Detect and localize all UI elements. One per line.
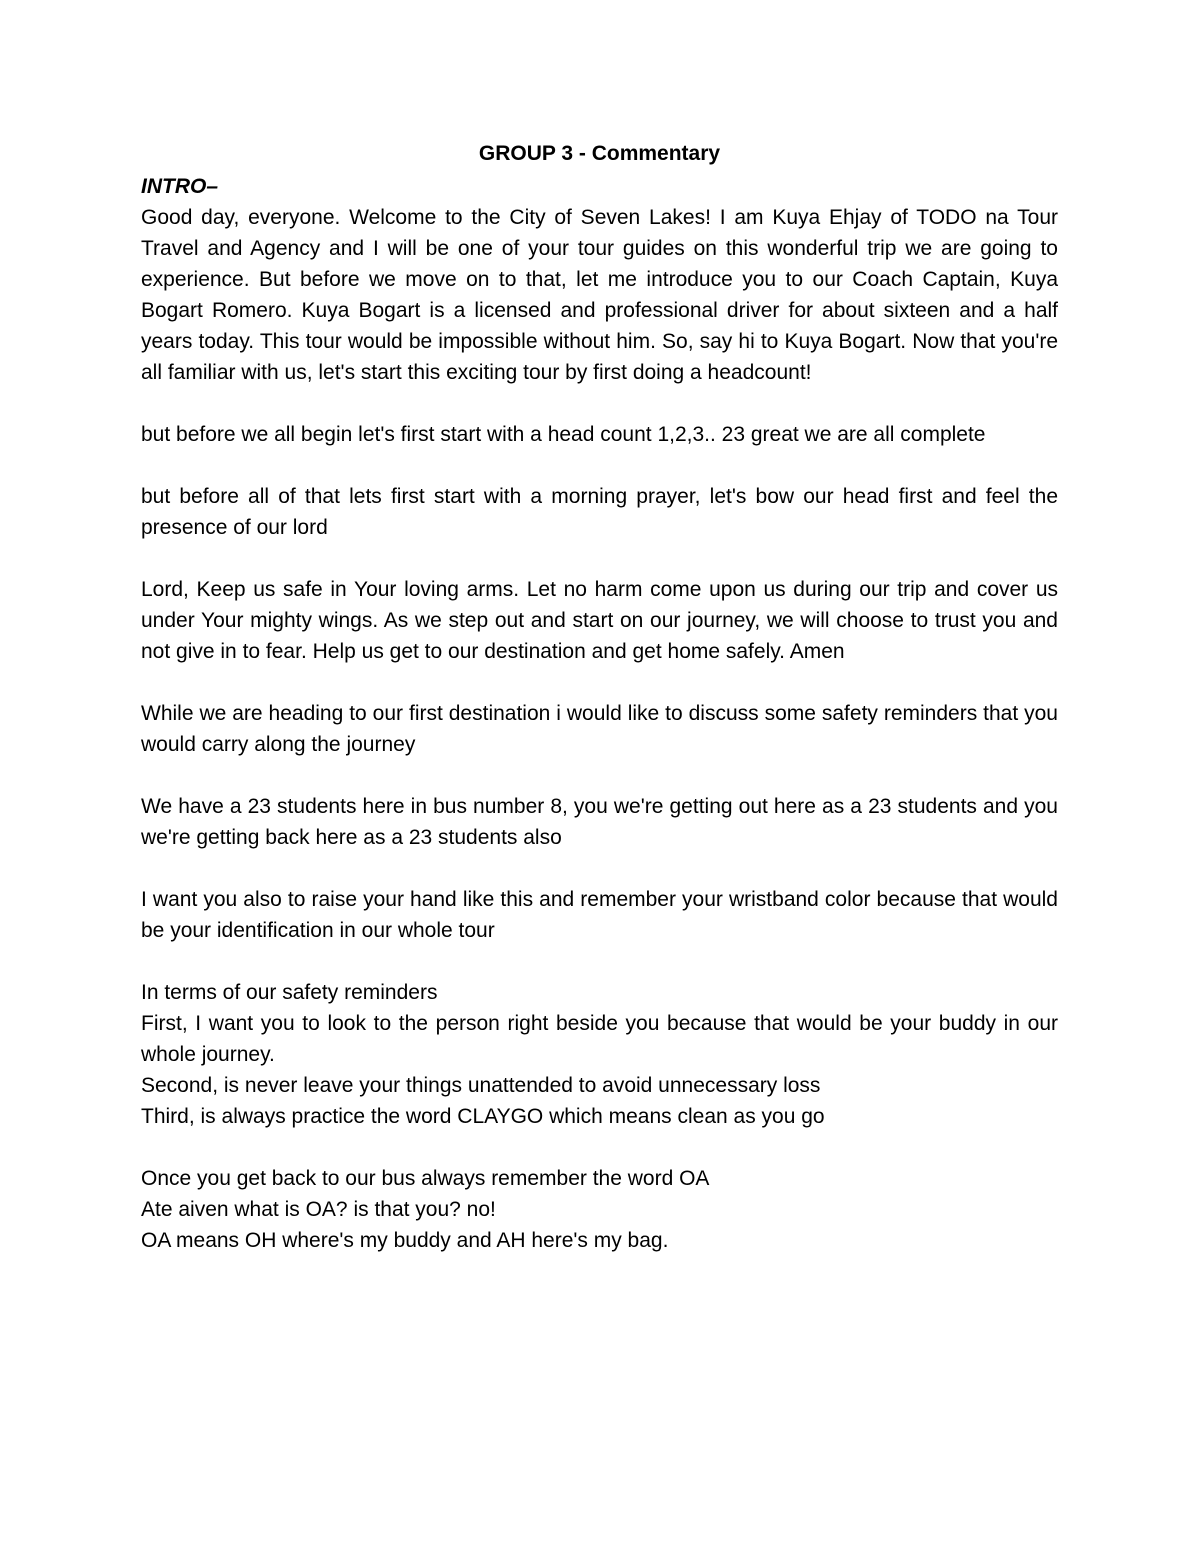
paragraph-prayer: Lord, Keep us safe in Your loving arms. Let no harm come upon us during our trip and cover us under Your mighty wings. As we step out and start on our journey, we will choose to trust you and not give in to fear. Help us get to our destination and get home safely. Amen [141, 578, 1058, 663]
oa-block [141, 1163, 1058, 1256]
paragraph-students: We have a 23 students here in bus number 8, you we're getting out here as a 23 students and you we're getting back here as a 23 students also [141, 795, 1058, 849]
oa-line: Ate aiven what is OA? is that you? no! [141, 1198, 496, 1221]
safety-item: Third, is always practice the word CLAYGO which means clean as you go [141, 1105, 825, 1128]
safety-reminders-block [141, 977, 1058, 1132]
paragraph-safety-intro: While we are heading to our first destination i would like to discuss some safety reminders that you would carry along the journey [141, 702, 1058, 756]
paragraph-wristband: I want you also to raise your hand like this and remember your wristband color because that would be your identification in our whole tour [141, 888, 1058, 942]
intro-heading: INTRO– [141, 175, 219, 198]
document-title: GROUP 3 - Commentary [478, 142, 721, 165]
safety-reminders-heading: In terms of our safety reminders [141, 981, 438, 1004]
safety-item: Second, is never leave your things unattended to avoid unnecessary loss [141, 1074, 821, 1097]
paragraph-headcount: but before we all begin let's first start with a head count 1,2,3.. 23 great we are all complete [141, 423, 986, 446]
oa-line: OA means OH where's my buddy and AH here's my bag. [141, 1229, 669, 1252]
document-page [141, 138, 1058, 1256]
oa-line: Once you get back to our bus always remember the word OA [141, 1167, 710, 1190]
paragraph-welcome: Good day, everyone. Welcome to the City of Seven Lakes! I am Kuya Ehjay of TODO na Tour Travel and Agency and I will be one of your tour guides on this wonderful trip we are going to experience. But before we move on to that, let me introduce you to our Coach Captain, Kuya Bogart Romero. Kuya Bogart is a licensed and professional driver for about sixteen and a half years today. This tour would be impossible without him. So, say hi to Kuya Bogart. Now that you're all familiar with us, let's start this exciting tour by first doing a headcount! [141, 206, 1058, 384]
safety-item: First, I want you to look to the person right beside you because that would be your buddy in our whole journey. [141, 1012, 1058, 1066]
paragraph-prayer-intro: but before all of that lets first start with a morning prayer, let's bow our head first and feel the presence of our lord [141, 485, 1058, 539]
